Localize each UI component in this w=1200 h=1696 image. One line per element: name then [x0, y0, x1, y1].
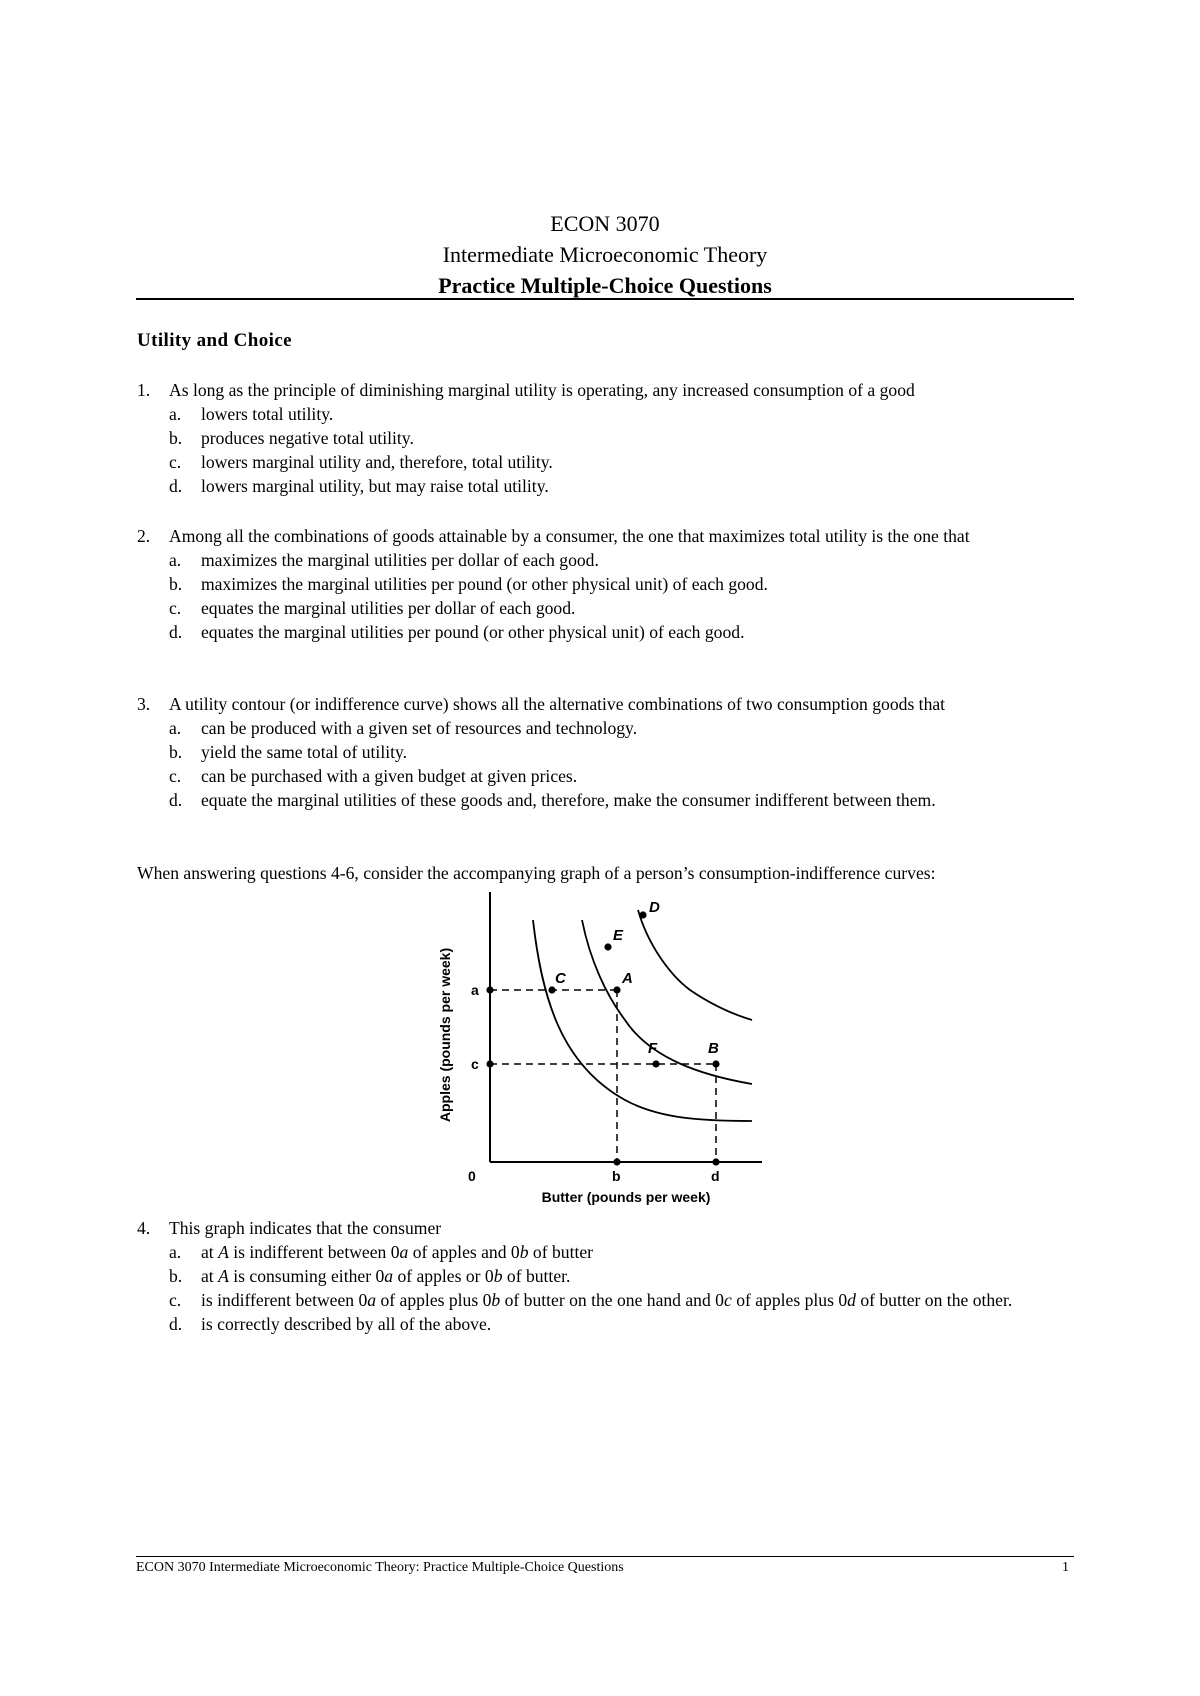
- option-b: [137, 1264, 1077, 1288]
- option-d: [137, 788, 1077, 812]
- graph-intro-text: When answering questions 4-6, consider the accompanying graph of a person’s consumption-indifference curves:: [137, 863, 936, 883]
- tick-point-a: [486, 986, 493, 993]
- option-letter: b.: [169, 574, 183, 594]
- option-letter: a.: [169, 550, 182, 570]
- tick-point-c: [486, 1060, 493, 1067]
- option-a: [137, 402, 1077, 426]
- course-title: Intermediate Microeconomic Theory: [442, 242, 768, 267]
- option-text: maximizes the marginal utilities per pound (or other physical unit) of each good.: [201, 574, 768, 594]
- option-text: maximizes the marginal utilities per dollar of each good.: [201, 550, 599, 570]
- question-number: 1.: [137, 380, 151, 400]
- point-F: [652, 1060, 659, 1067]
- question-stem: Among all the combinations of goods attainable by a consumer, the one that maximizes total utility is the one that: [169, 526, 970, 546]
- label-point-B: B: [708, 1040, 719, 1057]
- option-text: at A is indifferent between 0a of apples and 0b of butter: [201, 1242, 594, 1262]
- question-number: 3.: [137, 694, 151, 714]
- option-c: [137, 596, 1077, 620]
- point-D: [639, 911, 646, 918]
- option-d: [137, 474, 1077, 498]
- indifference-curve-3: [638, 910, 752, 1020]
- option-text: at A is consuming either 0a of apples or 0b of butter.: [201, 1266, 571, 1286]
- option-letter: a.: [169, 404, 182, 424]
- option-b: [137, 572, 1077, 596]
- option-text: can be produced with a given set of resources and technology.: [201, 718, 638, 738]
- point-B: [712, 1060, 719, 1067]
- question-number: 4.: [137, 1218, 151, 1238]
- option-d: [137, 620, 1077, 644]
- option-text: equate the marginal utilities of these goods and, therefore, make the consumer indifferent between them.: [201, 790, 936, 810]
- label-point-F: F: [648, 1040, 658, 1057]
- option-text: equates the marginal utilities per dollar of each good.: [201, 598, 576, 618]
- option-letter: b.: [169, 1266, 183, 1286]
- footer-divider: [136, 1556, 1074, 1557]
- option-letter: b.: [169, 428, 183, 448]
- option-text: produces negative total utility.: [201, 428, 414, 448]
- question-2: [137, 524, 1077, 644]
- label-point-C: C: [555, 970, 566, 987]
- option-b: [137, 426, 1077, 450]
- option-d: [137, 1312, 1077, 1336]
- origin-label: 0: [468, 1168, 476, 1184]
- option-letter: c.: [169, 1290, 182, 1310]
- option-text: lowers marginal utility and, therefore, total utility.: [201, 452, 553, 472]
- page-number: 1: [1062, 1560, 1069, 1575]
- option-letter: c.: [169, 766, 182, 786]
- option-text: lowers total utility.: [201, 404, 334, 424]
- option-a: [137, 1240, 1077, 1264]
- indifference-curve-graph: [430, 890, 770, 1210]
- point-E: [604, 943, 611, 950]
- indifference-curve-1: [533, 920, 752, 1121]
- option-letter: b.: [169, 742, 183, 762]
- option-letter: a.: [169, 1242, 182, 1262]
- y-tick-c: c: [471, 1056, 479, 1072]
- option-letter: d.: [169, 622, 183, 642]
- course-code: ECON 3070: [550, 211, 660, 236]
- option-text: is indifferent between 0a of apples plus 0b of butter on the one hand and 0c of apples plus 0d of butter on the other.: [201, 1290, 1013, 1310]
- option-c: [137, 450, 1077, 474]
- option-letter: d.: [169, 476, 183, 496]
- option-a: [137, 548, 1077, 572]
- option-letter: d.: [169, 790, 183, 810]
- y-tick-a: a: [471, 982, 479, 998]
- tick-point-d: [712, 1158, 719, 1165]
- tick-point-b: [613, 1158, 620, 1165]
- title-divider: [136, 298, 1074, 300]
- question-stem: This graph indicates that the consumer: [169, 1218, 442, 1238]
- guide-lines: [490, 990, 716, 1162]
- option-text: equates the marginal utilities per pound (or other physical unit) of each good.: [201, 622, 745, 642]
- x-axis-label: Butter (pounds per week): [541, 1189, 711, 1205]
- option-text: is correctly described by all of the above.: [201, 1314, 492, 1334]
- option-letter: d.: [169, 1314, 183, 1334]
- question-1: [137, 378, 1077, 498]
- point-A: [613, 986, 620, 993]
- option-text: yield the same total of utility.: [201, 742, 408, 762]
- document-title: Practice Multiple-Choice Questions: [438, 273, 772, 298]
- option-text: can be purchased with a given budget at given prices.: [201, 766, 578, 786]
- section-heading: Utility and Choice: [137, 330, 292, 351]
- question-number: 2.: [137, 526, 151, 546]
- question-stem: As long as the principle of diminishing marginal utility is operating, any increased consumption of a good: [169, 380, 915, 400]
- option-c: [137, 1288, 1077, 1312]
- y-axis-label: Apples (pounds per week): [437, 947, 453, 1123]
- option-letter: a.: [169, 718, 182, 738]
- title-block: [136, 208, 1074, 301]
- x-tick-b: b: [612, 1168, 621, 1184]
- option-text: lowers marginal utility, but may raise total utility.: [201, 476, 549, 496]
- point-C: [548, 986, 555, 993]
- label-point-E: E: [613, 927, 624, 944]
- option-b: [137, 740, 1077, 764]
- label-point-D: D: [649, 899, 660, 916]
- question-4: [137, 1216, 1077, 1336]
- footer-text: ECON 3070 Intermediate Microeconomic Theory: Practice Multiple-Choice Questions: [136, 1560, 624, 1575]
- question-3: [137, 692, 1077, 812]
- option-c: [137, 764, 1077, 788]
- x-tick-d: d: [711, 1168, 720, 1184]
- option-a: [137, 716, 1077, 740]
- option-letter: c.: [169, 452, 182, 472]
- option-letter: c.: [169, 598, 182, 618]
- label-point-A: A: [622, 970, 633, 987]
- question-stem: A utility contour (or indifference curve) shows all the alternative combinations of two consumption goods that: [169, 694, 946, 714]
